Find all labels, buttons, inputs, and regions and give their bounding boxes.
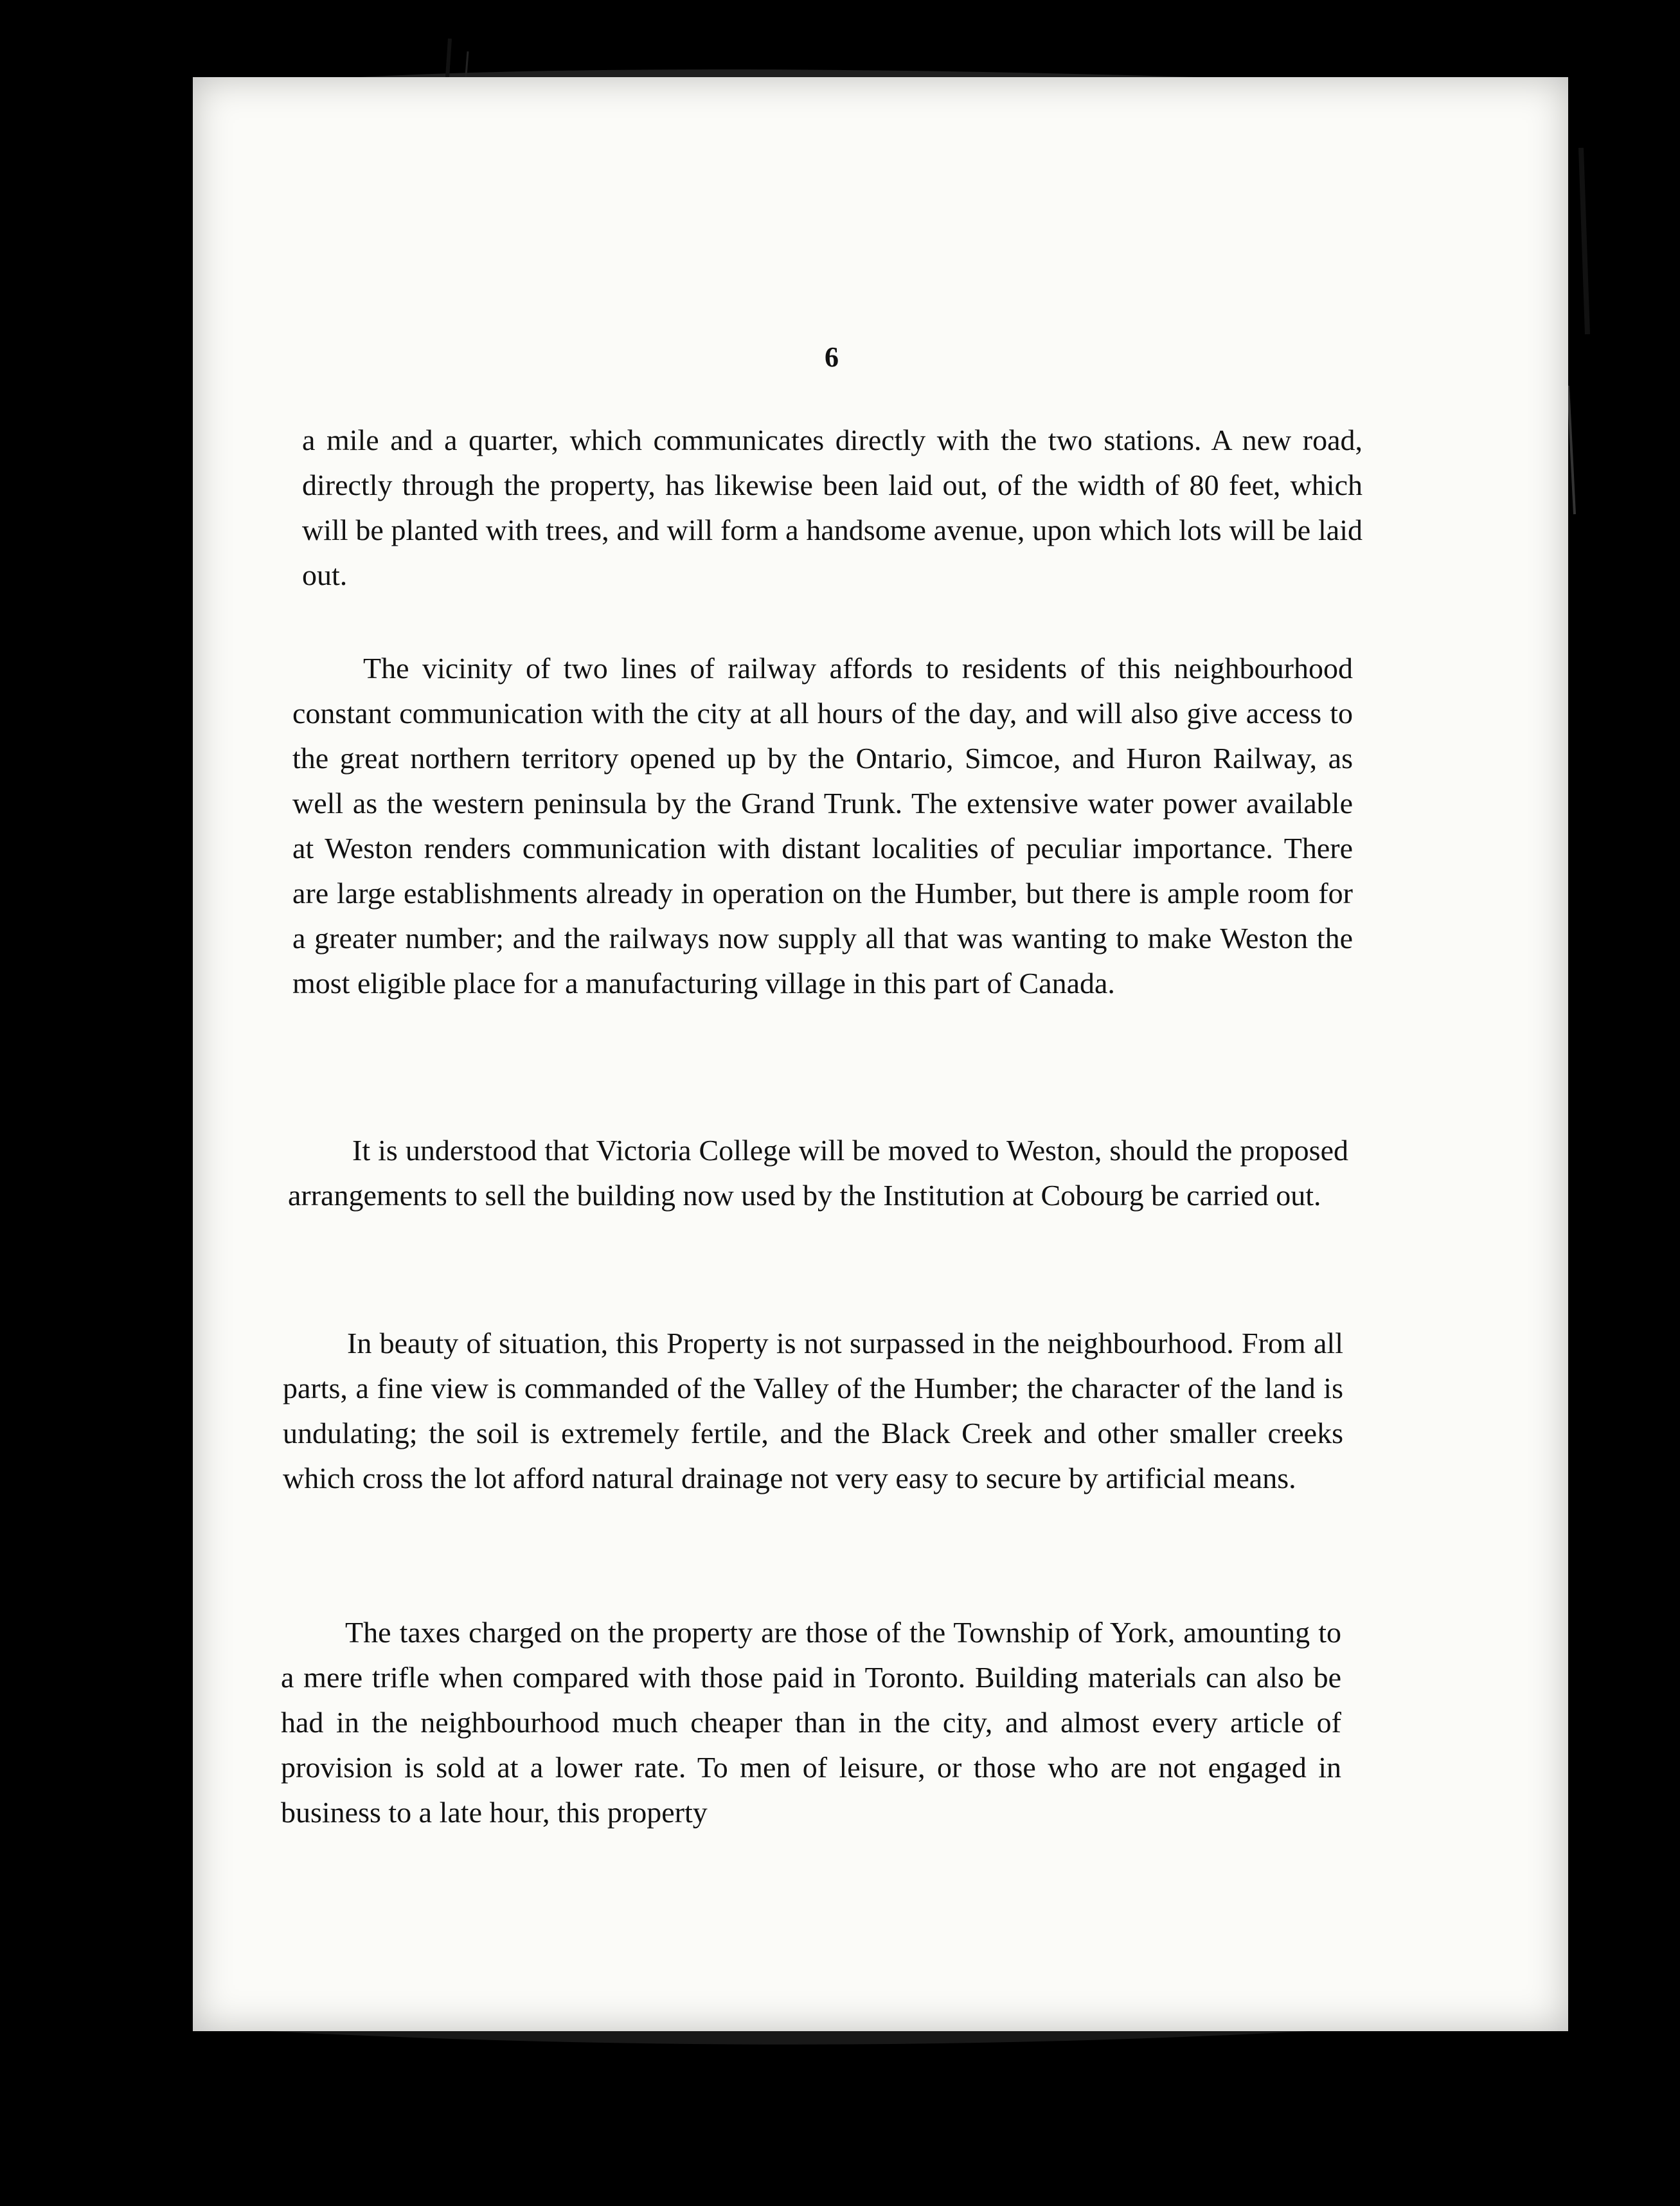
paragraph-victoria-college: It is understood that Victoria College will be moved to Weston, should the proposed arrangements to sell the building now used by the Institution at Cobourg be carried out. xyxy=(288,1134,1348,1212)
paragraph-situation: In beauty of situation, this Property is not surpassed in the neighbourhood. From all parts, a fine view is commanded of the Valley of the Humber; the character of the land is undulating; the soil is extremely fertile, and the Black Creek and other smaller creeks which cross the lot afford natural drainage not very easy to secure by artificial means. xyxy=(283,1327,1343,1494)
paragraph-railway: The vicinity of two lines of railway affords to residents of this neighbourhood constant communication with the city at all hours of the day, and will also give access to the great northern territory opened up by the Ontario, Simcoe, and Huron Railway, as well as the western peninsula by the Grand Trunk. The extensive water power available at Weston renders communication with distant localities of peculiar importance. There are large establishments already in operation on the Humber, but there is ample room for a greater number; and the railways now supply all that was wanting to make Weston the most eligible place for a manufacturing village in this part of Canada. xyxy=(292,652,1353,1000)
paragraph-roads: a mile and a quarter, which communicates directly with the two stations. A new road, directly through the property, has likewise been laid out, of the width of 80 feet, which will be planted with trees, and will form a handsome avenue, upon which lots will be laid out. xyxy=(302,424,1363,591)
page-number: 6 xyxy=(825,341,839,373)
paragraph-taxes: The taxes charged on the property are those of the Township of York, amounting to a mere trifle when compared with those paid in Toronto. Building materials can also be had in the neighbourhood much cheaper than in the city, and almost every article of provision is sold at a lower rate. To men of leisure, or those who are not engaged in business to a late hour, this property xyxy=(281,1616,1341,1829)
